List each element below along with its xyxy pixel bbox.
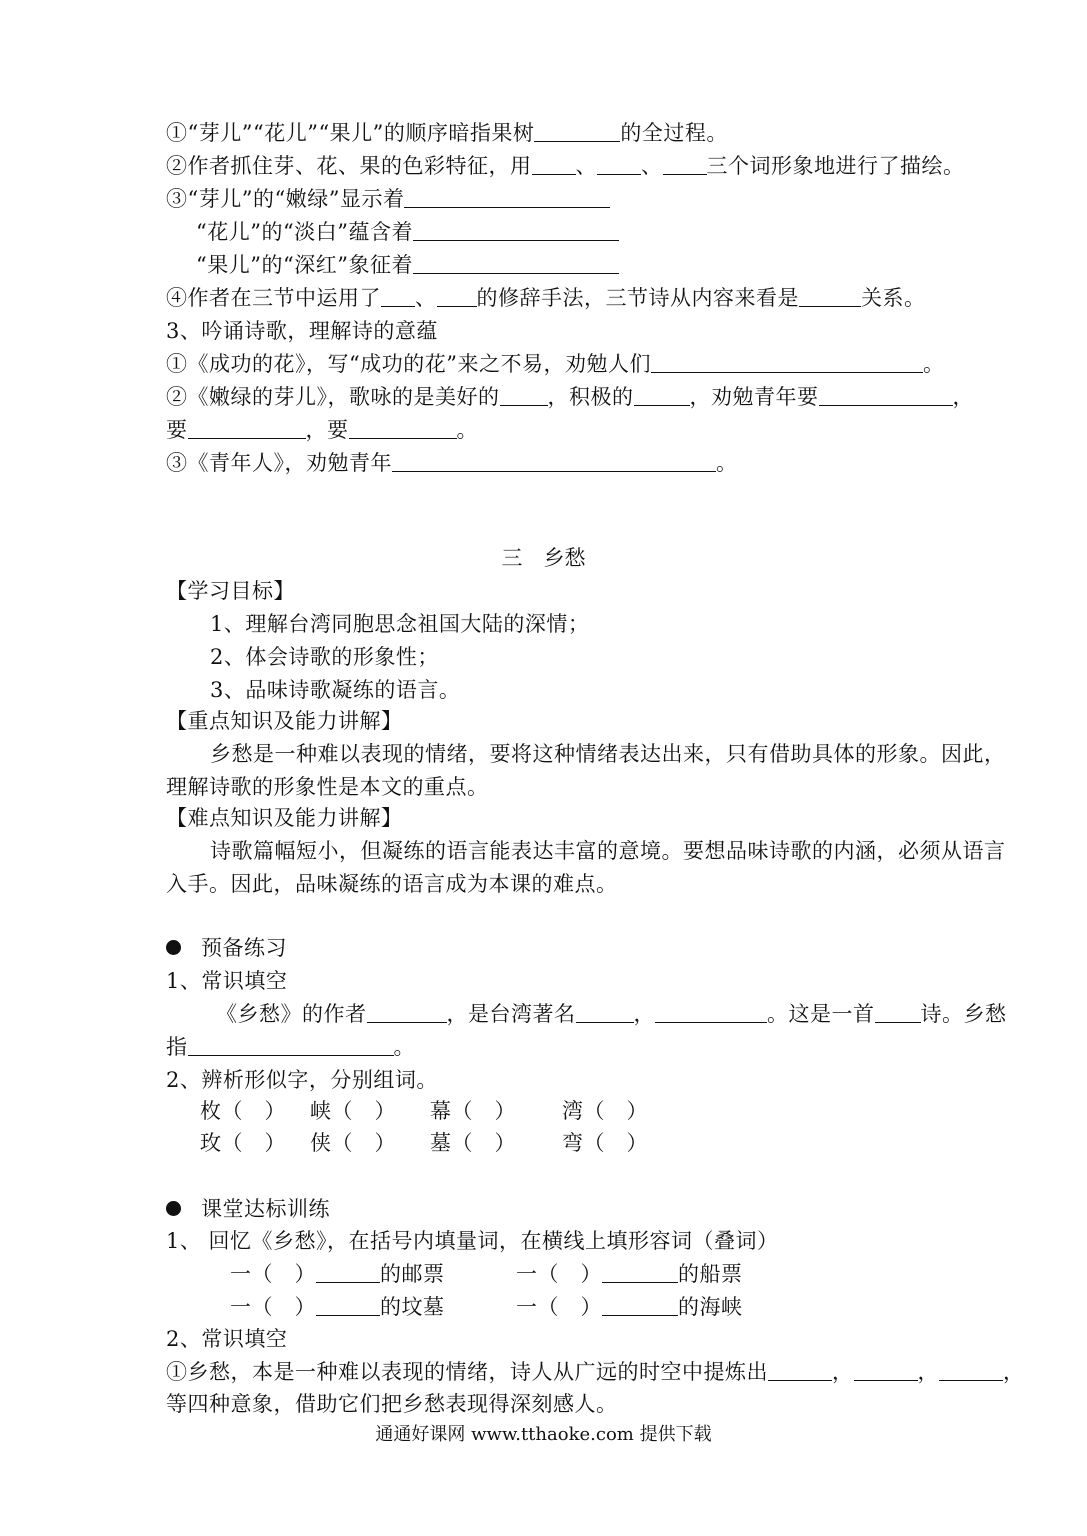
answer-blank[interactable] (939, 1360, 1003, 1381)
answer-blank[interactable] (413, 220, 619, 241)
char-item: 侠（ ） (310, 1131, 396, 1155)
answer-blank[interactable] (875, 1002, 921, 1023)
char-row-1 (200, 1096, 648, 1126)
goals-heading: 【学习目标】 (166, 579, 295, 603)
answer-blank[interactable] (188, 418, 306, 439)
question-3-item-3 (166, 448, 738, 478)
answer-blank[interactable] (799, 286, 861, 307)
heading-text: 课堂达标训练 (201, 1197, 330, 1221)
prep-q1-line-2 (166, 1032, 415, 1062)
item-text: 。 (393, 1035, 415, 1059)
class-q1-item (230, 1259, 445, 1289)
answer-blank[interactable] (532, 154, 576, 175)
prep-question-2: 2、辨析形似字，分别组词。 (166, 1068, 438, 1092)
question-2-item-1 (166, 118, 728, 148)
answer-blank[interactable] (663, 154, 707, 175)
answer-blank[interactable] (413, 253, 619, 274)
answer-blank[interactable] (381, 286, 415, 307)
item-text: ①《成功的花》，写“成功的花”来之不易，劝勉人们 (166, 352, 651, 376)
bullet-icon (166, 1201, 181, 1216)
item-text: ③“芽儿”的“嫩绿”显示着 (166, 187, 405, 211)
item-text: 一（ ） (230, 1295, 316, 1319)
question-2-item-3a (166, 184, 610, 214)
char-item: 枚（ ） (200, 1099, 286, 1123)
answer-blank[interactable] (651, 352, 923, 373)
heading-text: 预备练习 (201, 936, 287, 960)
difficulty-paragraph-line: 诗歌篇幅短小，但凝练的语言能表达丰富的意境。要想品味诗歌的内涵，必须从语言 (210, 839, 1006, 863)
item-text: ④作者在三节中运用了 (166, 286, 381, 310)
separator: ， (917, 1360, 939, 1384)
goal-item: 1、理解台湾同胞思念祖国大陆的深情； (210, 612, 590, 636)
difficulty-heading: 【难点知识及能力讲解】 (166, 806, 403, 830)
item-text: 。 (716, 451, 738, 475)
question-3-item-2 (166, 382, 974, 412)
item-text: ，积极的 (547, 385, 634, 409)
char-row-2 (200, 1128, 648, 1158)
answer-blank[interactable] (188, 1035, 394, 1056)
answer-blank[interactable] (854, 1360, 918, 1381)
prep-question-1: 1、常识填空 (166, 969, 288, 993)
item-text: 《乡愁》的作者 (216, 1002, 367, 1026)
answer-blank[interactable] (597, 154, 641, 175)
item-text: 。 (922, 352, 945, 376)
answer-blank[interactable] (602, 1262, 678, 1283)
answer-blank[interactable] (576, 1002, 634, 1023)
char-item: 弯（ ） (562, 1131, 648, 1155)
class-q1-item (230, 1292, 445, 1322)
answer-blank[interactable] (349, 418, 457, 439)
answer-blank[interactable] (316, 1295, 380, 1316)
item-text: ， (633, 1002, 655, 1026)
separator: ， (832, 1360, 854, 1384)
item-text: ， (952, 385, 974, 409)
goal-item: 2、体会诗歌的形象性； (210, 645, 439, 669)
item-text: 的船票 (678, 1262, 743, 1286)
answer-blank[interactable] (500, 385, 548, 406)
item-text: 的邮票 (380, 1262, 445, 1286)
item-text: ，劝勉青年要 (689, 385, 819, 409)
item-text: 的全过程。 (620, 121, 728, 145)
char-item: 幕（ ） (430, 1099, 516, 1123)
item-text: 指 (166, 1035, 188, 1059)
question-3-heading: 3、吟诵诗歌，理解诗的意蕴 (166, 319, 438, 343)
prep-heading (166, 933, 287, 963)
item-text: 诗。乡愁 (920, 1002, 1007, 1026)
key-paragraph-line: 理解诗歌的形象性是本文的重点。 (166, 775, 489, 799)
char-item: 峡（ ） (310, 1099, 396, 1123)
class-question-2: 2、常识填空 (166, 1327, 288, 1351)
bullet-icon (166, 940, 181, 955)
item-text: 三个词形象地进行了描绘。 (706, 154, 965, 178)
answer-blank[interactable] (316, 1262, 380, 1283)
question-2-item-3b (196, 217, 619, 247)
char-item: 玫（ ） (200, 1131, 286, 1155)
answer-blank[interactable] (655, 1002, 767, 1023)
difficulty-paragraph-line: 入手。因此，品味凝练的语言成为本课的难点。 (166, 872, 618, 896)
class-q1-item (516, 1292, 743, 1322)
char-item: 湾（ ） (562, 1099, 648, 1123)
answer-blank[interactable] (634, 385, 690, 406)
item-text: 的坟墓 (380, 1295, 445, 1319)
item-text: 的修辞手法，三节诗从内容来看是 (476, 286, 799, 310)
item-text: ，要 (305, 418, 349, 442)
answer-blank[interactable] (392, 451, 716, 472)
item-text: 的海峡 (678, 1295, 743, 1319)
goal-item: 3、品味诗歌凝练的语言。 (210, 678, 461, 702)
item-text: ③《青年人》，劝勉青年 (166, 451, 392, 475)
question-2-item-3c (196, 250, 619, 280)
separator: ， (1003, 1360, 1025, 1384)
item-text: ①“芽儿”“花儿”“果儿”的顺序暗指果树 (166, 121, 535, 145)
answer-blank[interactable] (819, 385, 953, 406)
separator: 、 (575, 154, 597, 178)
item-text: “花儿”的“淡白”蕴含着 (196, 220, 413, 244)
answer-blank[interactable] (367, 1002, 447, 1023)
item-text: 一（ ） (230, 1262, 316, 1286)
class-q2-line-1 (166, 1357, 1025, 1387)
item-text: 。这是一首 (767, 1002, 875, 1026)
question-3-item-1 (166, 349, 944, 379)
question-3-item-2-cont (166, 415, 478, 445)
item-text: ①乡愁，本是一种难以表现的情绪，诗人从广远的时空中提炼出 (166, 1360, 768, 1384)
item-text: 。 (456, 418, 478, 442)
question-2-item-2 (166, 151, 965, 181)
item-text: ②作者抓住芽、花、果的色彩特征，用 (166, 154, 532, 178)
class-q1-item (516, 1259, 743, 1289)
class-q2-line-2: 等四种意象，借助它们把乡愁表现得深刻感人。 (166, 1392, 618, 1416)
item-text: “果儿”的“深红”象征着 (196, 253, 413, 277)
class-question-1: 1、 回忆《乡愁》，在括号内填量词，在横线上填形容词（叠词） (166, 1229, 779, 1253)
answer-blank[interactable] (404, 187, 610, 208)
class-heading (166, 1194, 330, 1224)
answer-blank[interactable] (768, 1360, 832, 1381)
lesson-title: 三 乡愁 (501, 546, 586, 570)
separator: 、 (641, 154, 663, 178)
answer-blank[interactable] (437, 286, 477, 307)
key-paragraph-line: 乡愁是一种难以表现的情绪，要将这种情绪表达出来，只有借助具体的形象。因此， (210, 742, 1006, 766)
key-heading: 【重点知识及能力讲解】 (166, 709, 403, 733)
item-text: ②《嫩绿的芽儿》，歌咏的是美好的 (166, 385, 500, 409)
char-item: 墓（ ） (430, 1131, 516, 1155)
item-text: ，是台湾著名 (446, 1002, 576, 1026)
prep-q1-line-1 (216, 999, 1007, 1029)
question-2-item-4 (166, 283, 926, 313)
answer-blank[interactable] (534, 121, 620, 142)
page-footer: 通通好课网 www.tthaoke.com 提供下载 (375, 1424, 712, 1445)
separator: 、 (415, 286, 437, 310)
item-text: 关系。 (861, 286, 926, 310)
item-text: 一（ ） (516, 1295, 602, 1319)
item-text: 要 (166, 418, 188, 442)
item-text: 一（ ） (516, 1262, 602, 1286)
answer-blank[interactable] (602, 1295, 678, 1316)
